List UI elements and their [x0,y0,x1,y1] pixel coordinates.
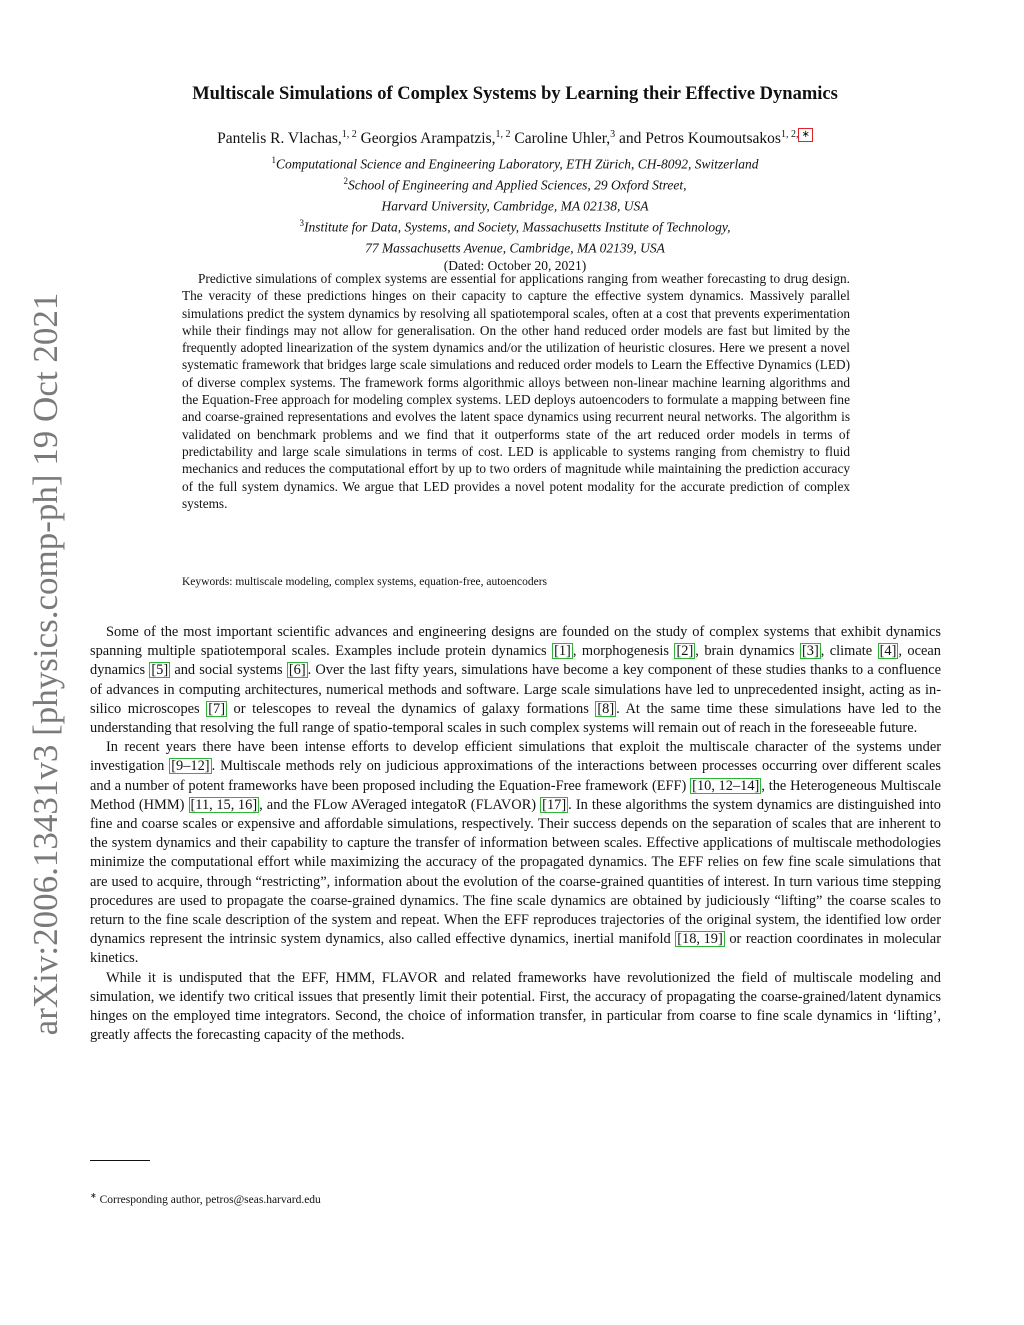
author-affiliation-mark: 1, 2 [495,129,511,140]
affiliation-line [90,173,940,194]
paragraph [90,738,941,968]
paragraph: While it is undisputed that the EFF, HMM, FLAVOR and related frameworks have revolutionized the field of multiscale modeling and simulation, we identify two critical issues that presently limit their potential. First, the accuracy of propagating the coarse-grained/latent dynamics hinges on the employed time integrators. Second, the choice of information transfer, in particular from coarse to fine scale dynamics in ‘lifting’, greatly affects the forecasting capacity of the methods. [90,969,941,1044]
citation-link[interactable]: [2] [676,643,694,660]
citation-link[interactable]: [8] [597,700,615,717]
paragraph-text: and social systems [170,662,287,679]
affiliation-text: 77 Massachusetts Avenue, Cambridge, MA 02139, USA [365,240,665,256]
citation-link[interactable]: [10, 12–14] [692,777,760,794]
paragraph-text: , the Heterogeneous Multiscale Method (HMM) [90,777,942,813]
affiliation-line [90,152,940,173]
affiliation-text: School of Engineering and Applied Sciences, 29 Oxford Street, [348,177,687,193]
paragraph-text: , and the FLow AVeraged integatoR (FLAVOR) [259,796,541,813]
footnote-mark: ∗ [90,1191,97,1200]
paragraph-text: , climate [820,643,878,660]
paragraph-text: , brain dynamics [695,643,800,660]
paragraph [90,623,941,738]
paragraph-text: . Over the last fifty years, simulations have become a key component of these studies thanks to a confluence of advances in computing architectures, numerical methods and software. Large scale simulations have led to unprecedented insight, acting as in-silico microscopes [90,662,941,717]
citation-link[interactable]: [17] [542,796,567,813]
citation-link[interactable]: [6] [288,662,306,679]
author-affiliation-mark: 1, 2, [780,129,799,140]
affiliation-text: Computational Science and Engineering Laboratory, ETH Zürich, CH-8092, Switzerland [275,156,759,172]
citation-link[interactable]: [7] [208,700,225,717]
corresponding-author-link[interactable]: ∗ [798,128,812,142]
footnote [90,1191,790,1206]
affiliation-line [90,215,940,236]
author-name: and Petros Koumoutsakos [619,130,781,148]
paragraph-text: or reaction coordinates in molecular kinetics. [90,931,941,967]
affiliation-line [90,236,940,257]
dated-line: (Dated: October 20, 2021) [443,258,587,274]
footnote-text: Corresponding author, petros@seas.harvard.edu [99,1193,321,1206]
arxiv-identifier[interactable]: arXiv:2006.13431v3 [physics.comp-ph] 19 Oct 2021 [26,292,65,1036]
abstract: Predictive simulations of complex systems are essential for applications ranging from weather forecasting to drug design. The veracity of these predictions hinges on their capacity to capture the effective system dynamics. Massively parallel simulations predict the system dynamics by resolving all spatiotemporal scales, often at a cost that prevents experimentation while their findings may not allow for generalisation. On the other hand reduced order models are fast but limited by the frequently adopted linearization of the system dynamics and/or the utilization of heuristic closures. Here we present a novel systematic framework that bridges large scale simulations and reduced order models to Learn the Effective Dynamics (LED) of diverse complex systems. The framework forms algorithmic alloys between non-linear machine learning algorithms and the Equation-Free approach for modeling complex systems. LED deploys autoencoders to formulate a mapping between fine and coarse-grained representations and evolves the latent space dynamics using recurrent neural networks. The algorithm is validated on benchmark problems and we find that it outperforms state of the art reduced order models in terms of predictability and large scale simulations in terms of cost. LED is applicable to systems ranging from chemistry to fluid mechanics and reduces the computational effort by up to two orders of magnitude while maintaining the prediction accuracy of the full system dynamics. We argue that LED provides a novel potent modality for the accurate prediction of complex systems. [182,271,850,511]
citation-link[interactable]: [3] [801,643,819,660]
author-name: Caroline Uhler, [514,130,611,148]
affiliations [90,152,940,275]
paragraph-text: . In these algorithms the system dynamics are distinguished into fine and coarse scales or expensive and affordable simulations, respectively. Their success depends on the separation of scales that are inherent to the system dynamics and their capability to capture the transfer of information between scales. Effective applications of multiscale methodologies minimize the computational effort while maximizing the accuracy of the propagated dynamics. The EFF relies on few fine scale simulations that are used to acquire, through “restricting”, information about the evolution of the coarse-grained quantities of interest. In turn various time stepping procedures are used to propagate the coarse-grained dynamics. The fine scale dynamics are obtained by judiciously “lifting” the coarse scales to return to the fine scale description of the system and repeat. When the EFF reproduces trajectories of the original system, the identified low order dynamics represent the intrinsic system dynamics, also called effective dynamics, inertial manifold [90,796,942,948]
author-list [90,128,940,148]
author-affiliation-mark: 1, 2 [341,129,357,140]
affiliation-mark: 3 [299,218,304,229]
paragraph-text: Some of the most important scientific advances and engineering designs are founded on the study of complex systems that exhibit dynamics spanning multiple spatiotemporal scales. Examples include protein dynamics [90,624,941,660]
paragraph-text: , morphogenesis [572,643,675,660]
citation-link[interactable]: [11, 15, 16] [190,796,258,813]
affiliation-text: Harvard University, Cambridge, MA 02138, USA [381,198,649,214]
main-text [90,623,941,1045]
paragraph-text: . At the same time these simulations have led to the understanding that resolving the full range of spatio-temporal scales in such complex systems will remain out of reach in the foreseeable future. [90,700,941,737]
author-affiliation-mark: 3 [610,129,616,140]
affiliation-mark: 2 [343,176,349,187]
citation-link[interactable]: [9–12] [171,758,210,775]
citation-link[interactable]: [5] [151,662,169,679]
affiliation-text: Institute for Data, Systems, and Society, Massachusetts Institute of Technology, [303,219,731,235]
citation-link[interactable]: [18, 19] [677,931,723,948]
author-name: Georgios Arampatzis, [360,130,496,148]
paper-title: Multiscale Simulations of Complex Systems by Learning their Effective Dynamics [192,84,838,104]
citation-link[interactable]: [1] [554,643,571,660]
affiliation-mark: 1 [271,155,276,165]
affiliation-line [90,194,940,215]
citation-link[interactable]: [4] [879,643,897,660]
paragraph-text: In recent years there have been intense efforts to develop efficient simulations that exploit the multiscale character of the systems under investigation [90,739,941,775]
paragraph-text: . Multiscale methods rely on judicious approximations of the interactions between processes occurring over different scales and a number of potent frameworks have been proposed including the Equation-Free framework (EFF) [90,758,941,794]
arxiv-sidebar [0,292,92,1036]
paragraph-text: , ocean dynamics [90,643,941,679]
paragraph-text: or telescopes to reveal the dynamics of galaxy formations [227,700,596,717]
footnote-rule [90,1160,150,1161]
author-name: Pantelis R. Vlachas, [217,130,342,148]
keywords: Keywords: multiscale modeling, complex systems, equation-free, autoencoders [182,576,548,588]
